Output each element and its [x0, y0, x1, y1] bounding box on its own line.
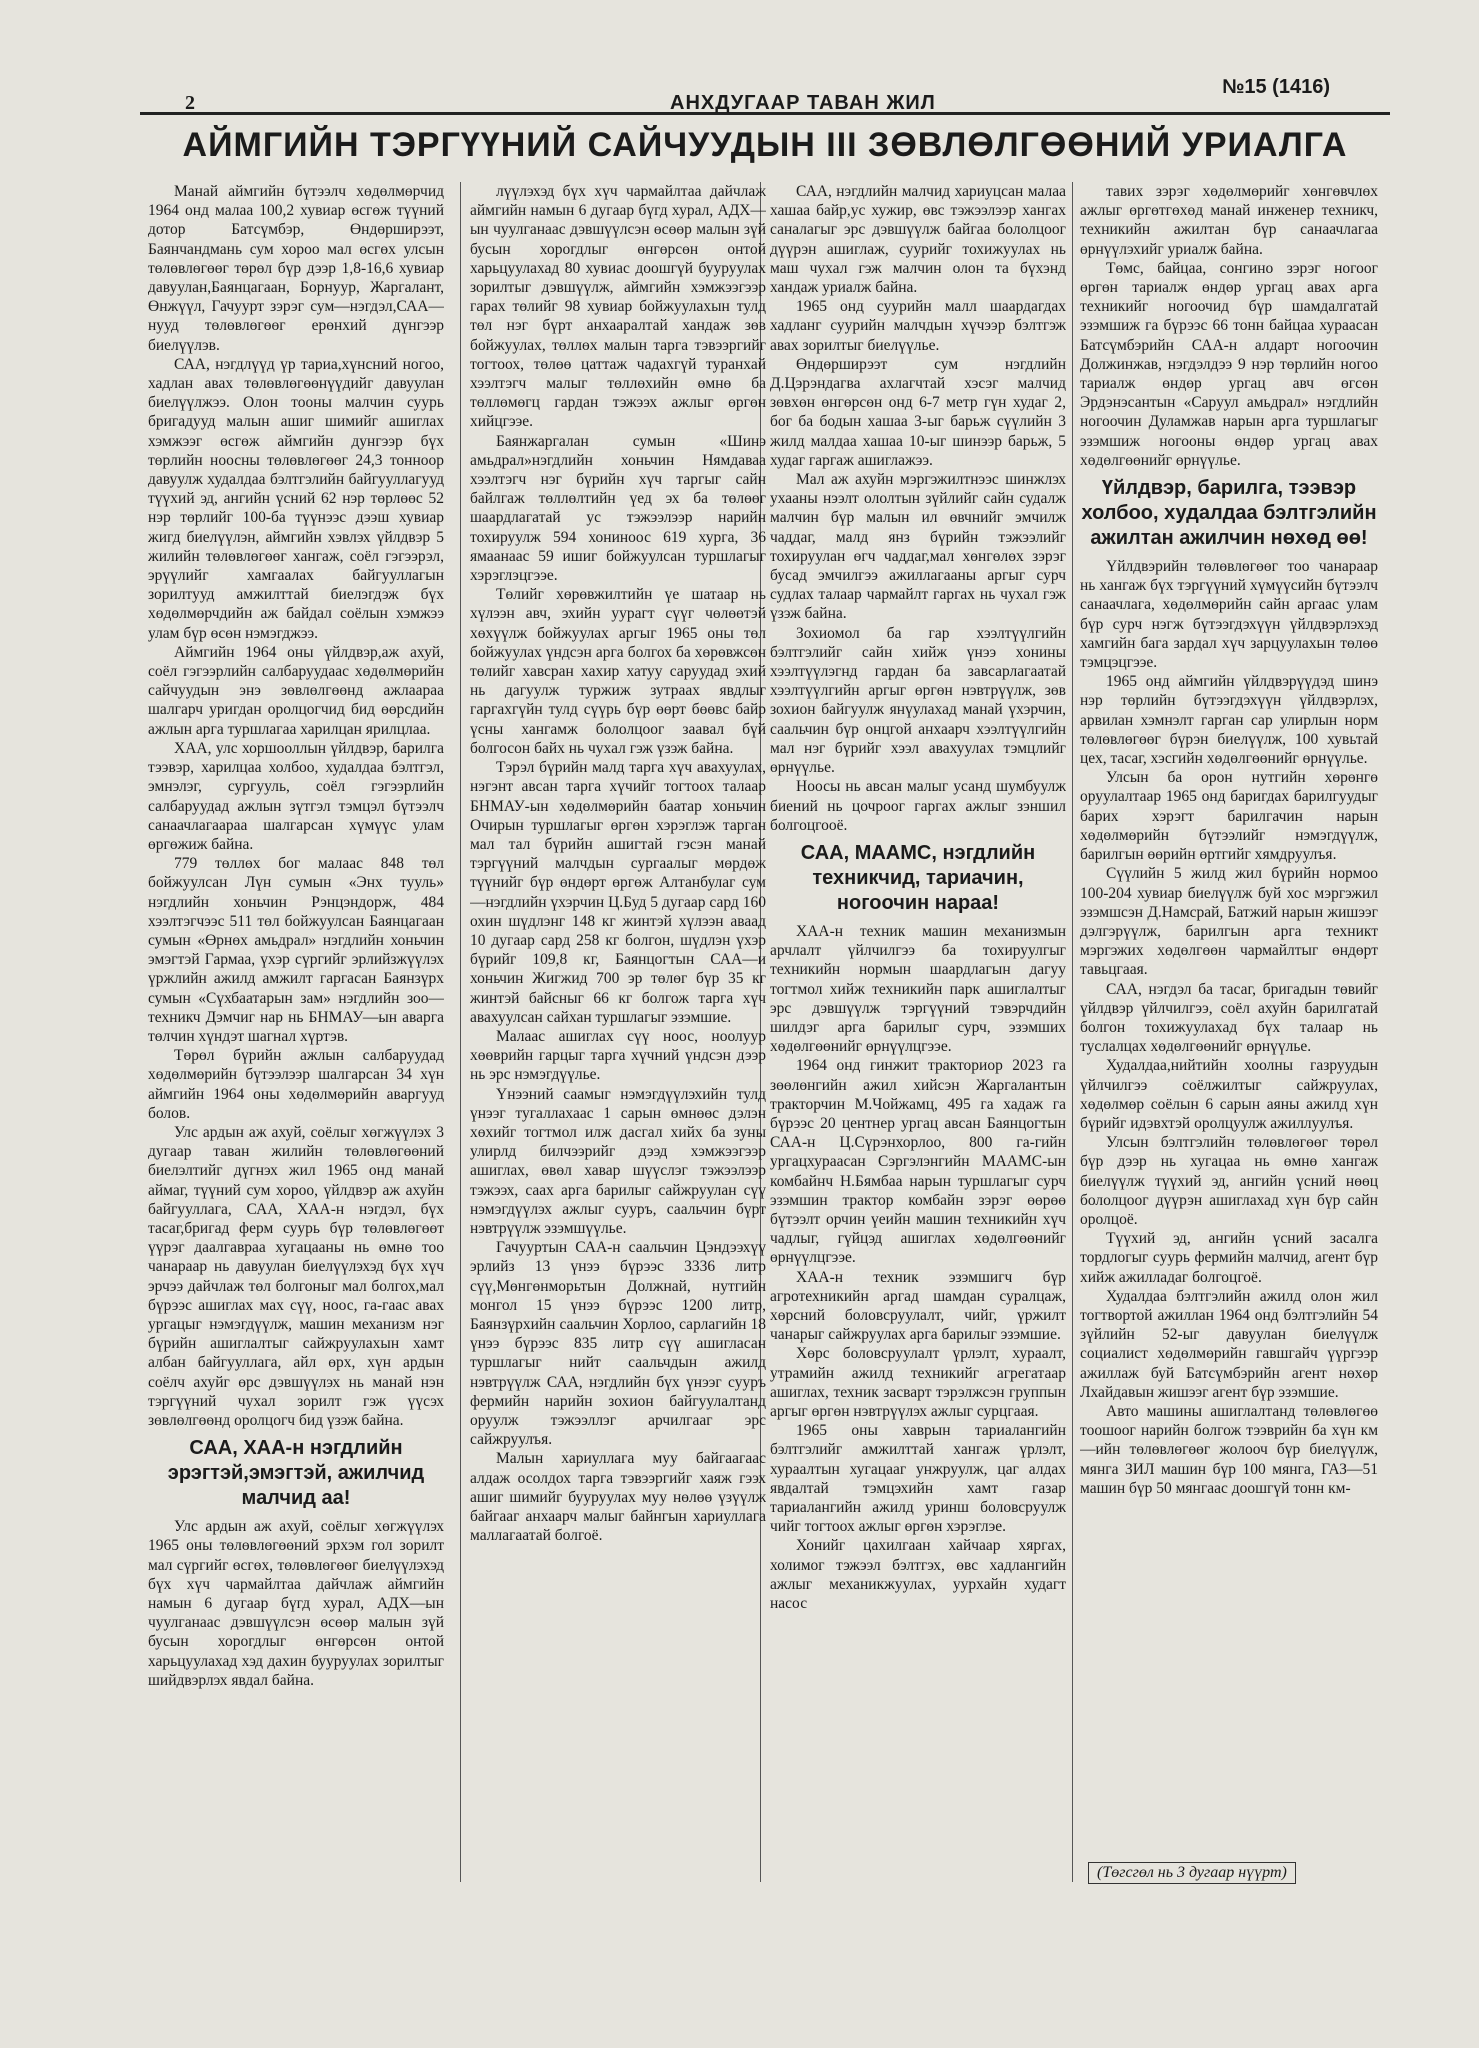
paragraph: 1965 онд аймгийн үйлдвэрүүдэд шинэ нэр төрлийн бүтээгдэхүүн үйлдвэрлэх, арвилан хэмнэлт гарган сар улирлын норм төлөвлөгөөг бүрэн биелүүлж, 100 хувьтай цех, тасаг, хэсгийн хөдөлгөөнийг өрнүүлье. — [1080, 673, 1378, 768]
paragraph: САА, нэгдлийн малчид хариуцсан малаа хашаа байр,ус хужир, өвс тэжээлээр хангах саналагыг эрс дэвшүүлж байгаа бололцоог дүүрэн ашиглаж, суурийг тохижуулах нь маш чухал гэж малчин олон та бүхэнд хандаж уриалж байна. — [770, 183, 1066, 297]
paragraph: Сүүлийн 5 жилд жил бүрийн нормоо 100-204 хувиар биелүүлж буй хос мэргэжил эзэмшсэн Д.Намсрай, Батжий нарын жишээг дэлгэрүүлж, барилгын арга техникт мэргэжих хөдөлгөөн чармайлтыг өндөрт тавьцгаая. — [1080, 865, 1378, 979]
paragraph: Зохиомол ба гар хээлтүүлгийн бэлтгэлийг сайн хийж үнээ хонины хээлтүүлэгнд гардан ба завсарлагаатай хээлтүүлгийн аргыг өргөн нэвтрүүлж, зөв зохион байгуулж янүулахад манай үхэрчин, саальчин бүр онцгой анхаарч хээлтүүлгийн мал нэг бүрийг хээл авахуулах тэмцлийг өрнүүлье. — [770, 624, 1066, 777]
paragraph: 1965 онд суурийн малл шаардагдах хадланг суурийн малчдын хүчээр бэлтгэж авах зорилтыг биелүүлье. — [770, 298, 1066, 354]
paragraph: Төрөл бүрийн ажлын салбаруудад хөдөлмөрийн бүтээлээр шалгарсан 34 хүн аймгийн 1964 оны хөдөлмөрийн аваргууд болов. — [148, 1047, 444, 1122]
paragraph: тавих зэрэг хөдөлмөрийг хөнгөвчлөх ажлыг өргөтгөхөд манай инженер техникч, техникийн ажилтан бүр санаачлагаа өрнүүлэхийг уриалж байна. — [1080, 183, 1378, 258]
paragraph: Баянжаргалан сумын «Шинэ амьдрал»нэгдлийн хоньчин Нямдаваа хээлтэгч нэг бүрийн хүч таргыг сайн байлгаж төллөлтийн үед эх ба төлөөг шаардлагатай ус тэжээлээр нарийн тохируулж 594 хониноос 619 хурга, 36 ямаанаас 59 ишиг бойжуулсан туршлагыг хэрэглэцгээе. — [470, 432, 766, 585]
column-divider — [1072, 182, 1073, 1882]
continued-note: (Төгсгөл нь 3 дугаар нүүрт) — [1088, 1862, 1296, 1884]
paragraph: 1965 оны хаврын тариалангийн бэлтгэлийг амжилттай хангаж үрлэлт, хураалтын хугацааг унжруулж, цаг алдах явдалтай тэмцэхийн хамт газар тариалангийн ажилд уринш боловсруулж чийг тогтоох ажлыг өргөн хэрэглэе. — [770, 1422, 1066, 1536]
paragraph: лүүлэхэд бүх хүч чармайлтаа дайчлаж аймгийн намын 6 дугаар бүгд хурал, АДХ—ын чуулганаас дэвшүүлсэн өсөөр малын зүй бусын хорогдлыг өнгөрсөн онтой харьцуулахад 80 хувиас доошгүй бууруулах зорилтыг дэвшүүлж, аймгийн хэмжээгээр гарах төлийг 98 хувиар бойжуулахын тулд төл нэг бүрт анхааралтай хандаж зөв бойжуулах, төллөх малын тарга тэвээргийг тогтоох, төлөө цаттаж чадахгүй туранхай хээлтэгч малыг төллөхийн өмнө ба төллөмөгц гардан тэжээх ажлыг өргөн хийцгээе. — [470, 183, 766, 431]
column-3 — [770, 182, 1066, 1892]
paragraph: ХАА, улс хоршооллын үйлдвэр, барилга тээвэр, харилцаа холбоо, худалдаа бэлтгэл, эмнэлэг, сургууль, соёл гэгээрлийн салбаруудад ажлын зүтгэл тэмцэл бүтээлч санаачлагаараа шалгарсан хүмүүс улам өргөжиж байна. — [148, 739, 444, 853]
article-headline: АЙМГИЙН ТЭРГҮҮНИЙ САЙЧУУДЫН III ЗӨВЛӨЛГӨӨНИЙ УРИАЛГА — [182, 126, 1348, 164]
paragraph: Мал аж ахуйн мэргэжилтнээс шинжлэх ухааны нээлт ололтын зүйлийг сайн судалж малчин бүр малын ил өвчнийг эмчилж чаддаг, малд янз бүрийн тэжээлийг тохируулан өгч чаддаг,мал хөнгөлөх зэрэг бусад эмчилгээ ажиллагааны аргыг сурч судлах талаар чармайлт гаргах нь чухал гэж үзэж байна. — [770, 471, 1066, 623]
paragraph: Улсын бэлтгэлийн төлөвлөгөөг төрөл бүр дээр нь хугацаа нь өмнө хангаж биелүүлж түүхий эд, ангийн үсний нөөц бололцоог дүүрэн ашиглахад хүн бүр сайн оролцоё. — [1080, 1134, 1378, 1228]
paragraph: САА, нэгдлүүд үр тариа,хүнсний ногоо, хадлан авах төлөвлөгөөнүүдийг давуулан биелүүлжээ. Олон тооны малчин суурь бригадууд малын ашиг шимийг ашиглах хэмжээг өсгөж аймгийн дунгээр бүх төрлийн ноосны төлөвлөгөөг 24,3 тонноор давуулж худалдаа бэлтгэлийн байгууллагууд түүхий эд, ангийн үсний 62 нэр төрлөөс 52 нэр төрлийг 100-ба түүнээс дээш хувиар жигд биелүүлэн, аймгийн хэвлэх үйлдвэр 5 жилийн төлөвлөгөөг хангаж, соёл гэгээрэл, эрүүлийг хамгаалах байгууллагын зорилтууд амжилттай биелэгдэж бүх хөдөлмөрчдийн аж байдал соёлын хэмжээ улам бүр өсөн нэмэгджээ. — [148, 355, 444, 642]
paragraph: Гачууртын САА-н саальчин Цэндээхүү эрлийз 13 үнээ бүрээс 3336 литр сүү,Мөнгөнморьтын Должнай, нутгийн монгол 15 үнээ бүрээс 1200 литр, Баянзүрхийн саальчин Хорлоо, сарлагийн 18 үнээ бүрээс 835 литр сүү ашигласан туршлагыг нийт саальчдын ажилд нэвтрүүлж САА, нэгдлийн бүх үнээг сууръ фермийн нарийн зохион байгуулалтанд оруулж тэжээллэг арчилгааг эрс сайжруулъя. — [470, 1239, 766, 1449]
column-divider — [460, 182, 461, 1882]
paragraph: Төмс, байцаа, сонгино зэрэг ногоог өргөн тариалж өндөр ургац авах арга техникийг ногоочид бүр шамдалгатай эзэмшиж га бүрээс 66 тонн байцаа хураасан Батсүмбэрийн САА-н алдарт ногоочин Должинжав, нэгдэлдээ 9 нэр төрлийн ногоо тариалж өндөр ургац авч өгсөн Эрдэнэсантын «Саруул амьдрал» нэгдлийн ногоочин Дуламжав нарын арга туршлагыг эзэмшиж ногооны өндөр ургац авах хөдөлгөөнийг өрнүүлье. — [1080, 259, 1378, 469]
issue-number: №15 (1416) — [1222, 76, 1330, 98]
paragraph: Тэрэл бүрийн малд тарга хүч авахуулах, нэгэнт авсан тарга хүчийг тогтоох талаар БНМАУ-ын хөдөлмөрийн баатар хоньчин Очирын туршлагыг өргөн хэрэглэж тарган мал тал бүрийн ашигтай гэсэн манай тэргүүний малчдын сургаалыг мөрдөж түүнийг бүр өндөрт өргөж Алтанбулаг сум—нэгдлийн үхэрчин Ц.Буд 5 дугаар сард 160 охин шүдлэнг 148 кг жинтэй хүлээн аваад 10 дугаар сард 258 кг болгон, шүдлэн үхэр бүрийг 109,8 кг, Баянцогтын САА—и хоньчин Жигжид 700 эр төлөг бүр 35 кг жинтэй байсныг 66 кг болгож тарга хүч авахуулсан сайхан туршлагыг эзэмшиe. — [470, 759, 766, 1026]
column-1 — [148, 182, 444, 1892]
paragraph: Улс ардын аж ахуй, соёлыг хөгжүүлэх 3 дугаар таван жилийн төлөвлөгөөний биелэлтийг дүгнэх жил 1965 онд манай аймаг, түүний сум хороо, үйлдвэр аж ахуйн байгууллага, САА, ХАА-н нэгдэл, бүх тасаг,бригад ферм суурь бүр төлөвлөгөөт үүрэг даалгавраа хугацааны нь өмнө тоо чанараар нь давуулан биелүүлэхэд бүх хүч эрчээ дайчлаж төл болгоныг мал болгох,мал бүрээс ашиглах мах сүү, ноос, га-гаас авах ургацыг нэмэгдүүлж, машин механизм нэг бүрийн ашиглалтыг сайжруулахын хамт албан байгууллага, айл өрх, хүн ардын соёлч ахуйг өрс дэвшүүлэх нь манай нэн тэргүүний чухал зорилт гэж үүсэх зөвлөлгөөнд оролцогч бид үзэж байна. — [148, 1123, 444, 1429]
paragraph: Аймгийн 1964 оны үйлдвэр,аж ахуй, соёл гэгээрлийн салбаруудаас хөдөлмөрийн сайчуудын энэ зөвлөлгөөнд ажлаараа шалгарч уригдан оролцогчид бид өөрсдийн ажлын арга туршлагаа харилцан ярилцлаа. — [148, 643, 444, 738]
column-2 — [470, 182, 766, 1892]
section-subheading: Үйлдвэр, барилга, тээвэр холбоо, худалдаа бэлтгэлийн ажилтан ажилчин нөхөд өө! — [1081, 477, 1377, 550]
paragraph: Худалдаа,нийтийн хоолны газруудын үйлчилгээ соёлжилтыг сайжруулах, хөдөлмөр соёлын 6 сарын аяны ажилд хүн бүрийг идэвхтэй оролцуулж ажиллуулъя. — [1080, 1057, 1378, 1132]
paragraph: Хонийг цахилгаан хайчаар хяргах, холимог тэжээл бэлтгэх, өвс хадлангийн ажлыг механикжуулах, уурхайн худагт насос — [770, 1537, 1066, 1613]
paragraph: Худалдаа бэлтгэлийн ажилд олон жил тогтвортой ажиллан 1964 онд бэлтгэлийн 54 зүйлийн 52-ыг давуулан биелүүлж социалист хөдөлмөрийн гавшгайч үүргээр ажиллаж буй Батсүмбэрийн агент нөхөр Лхайдавын жишээг агент бүр эзэмшие. — [1080, 1287, 1378, 1401]
page-number: 2 — [185, 92, 195, 114]
paragraph: Малаас ашиглах сүү ноос, ноолуур хөөврийн гарцыг тарга хүчний үндсэн дээр нь эрс нэмэгдүүлье. — [470, 1027, 766, 1084]
paragraph: Үнээний саамыг нэмэгдүүлэхийн тулд үнээг тугаллахаас 1 сарын өмнөөс дэлэн хөхийг тогтмол илж дасгал хийх ба зуны улирлд билчээрийг дээд хэмжээгээр ашиглах, өвөл хавар шүүслэг тэжээлээр тэжээх, саах арга барилыг сайжруулан сүү нэмэгдүүлэх ажлыг сууръ, саальчин бүрт нэвтрүүлж эзэмшүүлье. — [470, 1085, 766, 1237]
masthead — [140, 72, 1390, 115]
paragraph: Хөрс боловсруулалт үрлэлт, хураалт, утрамийн ажилд техникийг агрегатаар ашиглах, техник засварт тэрэлжсэн группын аргыг өргөн нэвтрүүлэх ажлыг сурцгаая. — [770, 1345, 1066, 1420]
paragraph: Улс ардын аж ахуй, соёлыг хөгжүүлэх 1965 оны төлөвлөгөөний эрхэм гол зорилт мал сүргийг өсгөх, төлөвлөгөөг биелүүлэхэд бүх хүч чармайлтаа дайчлаж аймгийн намын 6 дугаар бүгд хурал, АДХ—ын чуулганаас дэвшүүлсэн өсөөр малын зүй бусын хорогдлыг өнгөрсөн онтой харьцуулахад хэд дахин бууруулах зорилтыг шийдвэрлэх явдал байна. — [148, 1518, 444, 1689]
paragraph: Манай аймгийн бүтээлч хөдөлмөрчид 1964 онд малаа 100,2 хувиар өсгөж түүний дотор Батсүмбэр, Өндөрширээт, Баянчандмань сум хороо мал өсгөх улсын төлөвлөгөөг төрөл бүр дээр 1,8-16,6 хувиар давуулан,Баянцагаан, Борнуур, Жаргалант, Өнжүүл, Гачуурт зэрэг сум—нэгдэл,САА—нууд төлөвлөгөөг ерөнхий дүнгээр биелүүлэв. — [148, 183, 444, 354]
paragraph: ХАА-н техник эзэмшигч бүр агротехникийн аргад шамдан суралцаж, хөрсний боловсруулалт, чийг, үржилт чанарыг сайжруулах арга барилыг эзэмшие. — [770, 1268, 1066, 1344]
paragraph: Авто машины ашиглалтанд төлөвлөгөө тоошоог нарийн болгож тээврийн ба хүн км—ийн төлөвлөгөөг жолооч бүр биелүүлж, мянга ЗИЛ машин бүр 100 мянга, ГАЗ—51 машин бүр 50 мянгаас доошгүй тонн км- — [1080, 1402, 1378, 1497]
section-subheading: САА, ХАА-н нэгдлийн эрэгтэй,эмэгтэй, ажилчид малчид аа! — [167, 1437, 425, 1510]
column-4 — [1080, 182, 1378, 1892]
paragraph: Үйлдвэрийн төлөвлөгөөг тоо чанараар нь хангаж бүх тэргүүний хүмүүсийн бүтээлч санаачлага, хөдөлмөрийн сайн аргаас улам бүр сурч нэгж бүтээгдэхүүн үйлдвэрлэхэд хамгийн бага зардал хүч зарцуулахын төлөө тэмцэцгээе. — [1080, 558, 1378, 672]
paragraph: Малын хариуллага муу байгаагаас алдаж осолдох тарга тэвээргийг хаяж гээх ашиг шимийг бууруулах муу нөлөө үзүүлж байгааг анхаарч малыг байнгын хариуллага маллагаатай болгоё. — [470, 1450, 766, 1545]
section-subheading: САА, МААМС, нэгдлийн техникчид, тариачин, ногоочин нараа! — [800, 841, 1036, 914]
paragraph: 779 төллөх бог малаас 848 төл бойжуулсан Лүн сумын «Энх тууль» нэгдлийн хоньчин Рэнцэндорж, 484 хээлтэгчээс 511 төл бойжуулсан Баянцагаан сумын «Өрнөх амьдрал» нэгдлийн хоньчин эмэгтэй Гармаа, үхэр сүргийг эрлийзжүүлэх үржлийн ажилд амжилт гаргасан Баянзүрх сумын «Сүхбаатарын зам» нэгдлийн зоо—техникч Дэмчиг нар нь БНМАУ—ын аварга төлчин хүндэт шагнал хүртэв. — [148, 855, 444, 1045]
paragraph: 1964 онд гинжит тракториор 2023 га зөөлөнгийн ажил хийсэн Жаргалантын тракторчин М.Чойжамц, 495 га хадаж га бүрээс 20 центнер ургац авсан Баянцогтын САА-н Ц.Сүрэнхорлоо, 800 га-гийн ургацхураасан Сэргэлэнгийн МААМС-ын комбайнч Н.Бямбаа нарын туршлагыг сурч эзэмшин трактор комбайн зэрэг өөрөө бүтээлт орчин үеийн машин техникийн хүч чадлыг, гүйцэд ашиглах хөдөлгөөнийг өрнүүлцгээе. — [770, 1057, 1066, 1267]
paragraph: Өндөрширээт сум нэгдлийн Д.Цэрэндагва ахлагчтай хэсэг малчид зөвхөн өнгөрсөн онд 6-7 метр гүн худаг 2, бог ба бодын хашаа 3-ыг барьж сүүлийн 3 жилд малдаа хашаа 10-ыг шинээр барьж, 5 худаг гаргаж ашиглажээ. — [770, 355, 1066, 469]
newspaper-name: АНХДУГААР ТАВАН ЖИЛ — [670, 92, 936, 114]
paragraph: САА, нэгдэл ба тасаг, бригадын төвийг үйлдвэр үйлчилгээ, соёл ахуйн барилгатай болгон тохижуулахад бүх талаар нь туслалцах хөдөлгөөнийг өрнүүлье. — [1080, 980, 1378, 1056]
paragraph: Ноосы нь авсан малыг усанд шумбуулж биений нь цочроог гаргах ажлыг зэншил болгоцгооё. — [770, 778, 1066, 834]
paragraph: Төлийг хөрөвжилтийн үе шатаар нь хүлээн авч, эхийн уурагт сүүг чөлөөтэй хөхүүлж бойжуулах аргыг 1965 оны төл бойжуулах үндсэн арга болгох ба хөрөвжсөн төлийг хавсран хахир хатуу саруудад эхий нь дагуулж туржиж зутраах явдлыг гаргахгүйн тулд сүүрь бүр өөрт бөөвс байр үсны хангамж бололцоог заавал бүй болгосон байх нь чухал гэж үзэж байна. — [470, 586, 766, 757]
paragraph: ХАА-н техник машин механизмын арчлалт үйлчилгээ ба тохируулгыг техникийн нормын шаардлагын дагуу тогтмол хийж техникийн парк ашиглалтыг эрс дэвшүүлж тэргүүний тэвэрчдийн шилдэг арга барилыг сурч, эзэмших хөдөлгөөнийг өрнүүлцгээе. — [770, 922, 1066, 1056]
paragraph: Улсын ба орон нутгийн хөрөнгө оруулалтаар 1965 онд баригдах барилгуудыг барих хэрэгт барилгачин нарын хөдөлмөрийн бүтээлийг нэмэгдүүлж, барилгын өөрийн өртгийг хямдруулъя. — [1080, 769, 1378, 864]
paragraph: Түүхий эд, ангийн үсний засалга тордлогыг суурь фермийн малчид, агент бүр хийж ажилладаг болгоцгоё. — [1080, 1230, 1378, 1286]
